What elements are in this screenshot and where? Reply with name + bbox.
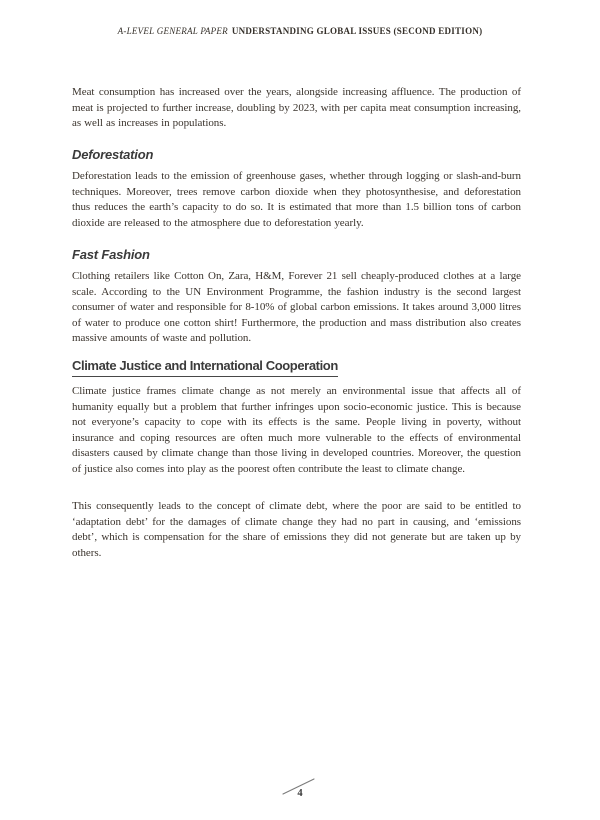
header-series-title: A-LEVEL GENERAL PAPER <box>117 26 228 36</box>
intro-paragraph: Meat consumption has increased over the years, alongside increasing affluence. The production of meat is projected to further increase, doubling by 2023, with per capita meat consumption increasing, as well as increases in populations. <box>72 86 521 130</box>
header-book-title: UNDERSTANDING GLOBAL ISSUES (SECOND EDITION) <box>231 26 483 36</box>
page-number: 4 <box>297 788 303 799</box>
running-header <box>0 26 600 36</box>
heading-climate-justice: Climate Justice and International Cooperation <box>72 358 338 377</box>
fast-fashion-paragraph: Clothing retailers like Cotton On, Zara, H&M, Forever 21 sell cheaply-produced clothes at a large scale. According to the UN Environment Programme, the fashion industry is the second largest consumer of water and responsible for 8-10% of global carbon emissions. It takes around 3,000 litres of water to produce one cotton shirt! Furthermore, the production and mass distribution also creates massive amounts of waste and pollution. <box>72 270 521 345</box>
climate-justice-paragraph-1: Climate justice frames climate change as not merely an environmental issue that affects all of humanity equally but a problem that further infringes upon socio-economic justice. This is because not everyone’s capacity to cope with its effects is the same. People living in poverty, without insurance and coping resources are often much more vulnerable to the effects of environmental disasters caused by climate change than those living in developed countries. Moreover, the question of justice also comes into play as the poorest often contribute the least to climate change. <box>72 385 521 475</box>
heading-deforestation: Deforestation <box>72 147 154 162</box>
climate-justice-paragraph-2: This consequently leads to the concept of climate debt, where the poor are said to be entitled to ‘adaptation debt’ for the damages of climate change they had no part in causing, and ‘emissions debt’, which is compensation for the share of emissions they did not generate but are taken up by others. <box>72 500 521 559</box>
deforestation-paragraph: Deforestation leads to the emission of greenhouse gases, whether through logging or slash-and-burn techniques. Moreover, trees remove carbon dioxide when they photosynthesise, and deforestation thus reduces the earth’s capacity to do so. It is estimated that more than 1.5 billion tons of carbon dioxide are released to the atmosphere due to deforestation yearly. <box>72 170 521 229</box>
heading-fast-fashion: Fast Fashion <box>72 247 150 262</box>
